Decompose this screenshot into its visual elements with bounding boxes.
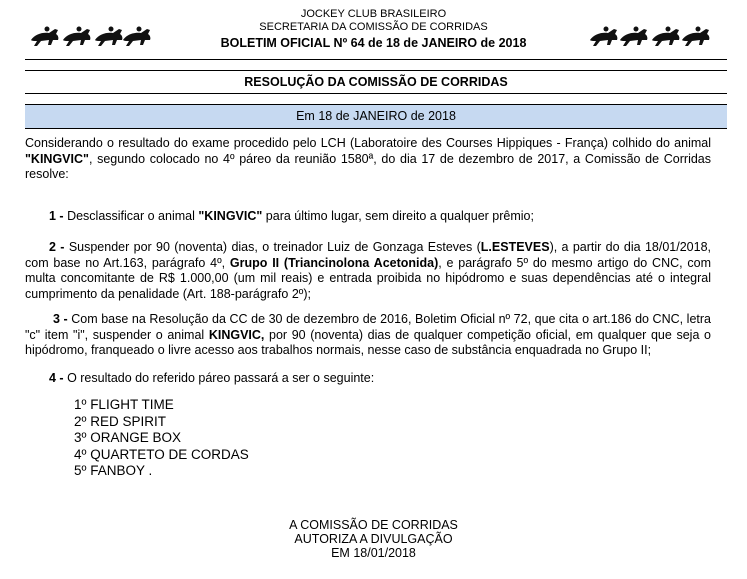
- bulletin-title: BOLETIM OFICIAL Nº 64 de 18 de JANEIRO de 2018: [220, 36, 527, 50]
- list-item: 1º FLIGHT TIME: [74, 397, 174, 412]
- racing-horses-icon: [25, 18, 153, 52]
- date-band: Em 18 de JANEIRO de 2018: [25, 104, 727, 129]
- signature-line-2: AUTORIZA A DIVULGAÇÃO: [294, 532, 453, 546]
- item-4: 4 - O resultado do referido páreo passará a ser o seguinte:: [49, 371, 375, 385]
- result-list: [74, 397, 249, 480]
- list-item: 3º ORANGE BOX: [74, 430, 181, 445]
- item-2: 2 - Suspender por 90 (noventa) dias, o treinador Luiz de Gonzaga Esteves (L.ESTEVES), a partir do dia 18/01/2018, com base no Art.163, parágrafo 4º, Grupo II (Triancinolona Acetonida), e parágrafo 5º do mesmo artigo do CNC, com multa concomitante de R$ 1.000,00 (um mil reais) e entrada proibida no hipódromo e suas dependências até o integral cumprimento da penalidade (Art. 188-parágrafo 2º);: [25, 240, 711, 301]
- signature-line-1: A COMISSÃO DE CORRIDAS: [289, 518, 458, 532]
- list-item: 4º QUARTETO DE CORDAS: [74, 446, 249, 462]
- list-item: 5º FANBOY .: [74, 463, 153, 478]
- list-item: 2º RED SPIRIT: [74, 413, 166, 429]
- org-name: JOCKEY CLUB BRASILEIRO: [300, 8, 447, 20]
- section-title: RESOLUÇÃO DA COMISSÃO DE CORRIDAS: [25, 70, 727, 94]
- item-3: 3 - Com base na Resolução da CC de 30 de dezembro de 2016, Boletim Oficial nº 72, que cita o art.186 do CNC, letra "c" item "i", suspender o animal KINGVIC, por 90 (noventa) dias de qualquer competição oficial, em qualquer que seja o hipódromo, franqueado o livre acesso aos trabalhos normais, nesse caso de substância enquadrada no Grupo II;: [25, 312, 712, 357]
- signature-line-3: EM 18/01/2018: [331, 546, 416, 560]
- department-name: SECRETARIA DA COMISSÃO DE CORRIDAS: [259, 21, 488, 33]
- item-1: 1 - Desclassificar o animal "KINGVIC" para último lugar, sem direito a qualquer prêmio;: [49, 209, 534, 223]
- header-divider: [25, 59, 727, 60]
- intro-paragraph: Considerando o resultado do exame procedido pelo LCH (Laboratoire des Courses Hippiques - França) colhido do animal "KINGVIC", segundo colocado no 4º páreo da reunião 1580ª, do dia 17 de dezembro de 2017, a Comissão de Corridas resolve:: [25, 136, 711, 181]
- racing-horses-icon: [586, 18, 714, 52]
